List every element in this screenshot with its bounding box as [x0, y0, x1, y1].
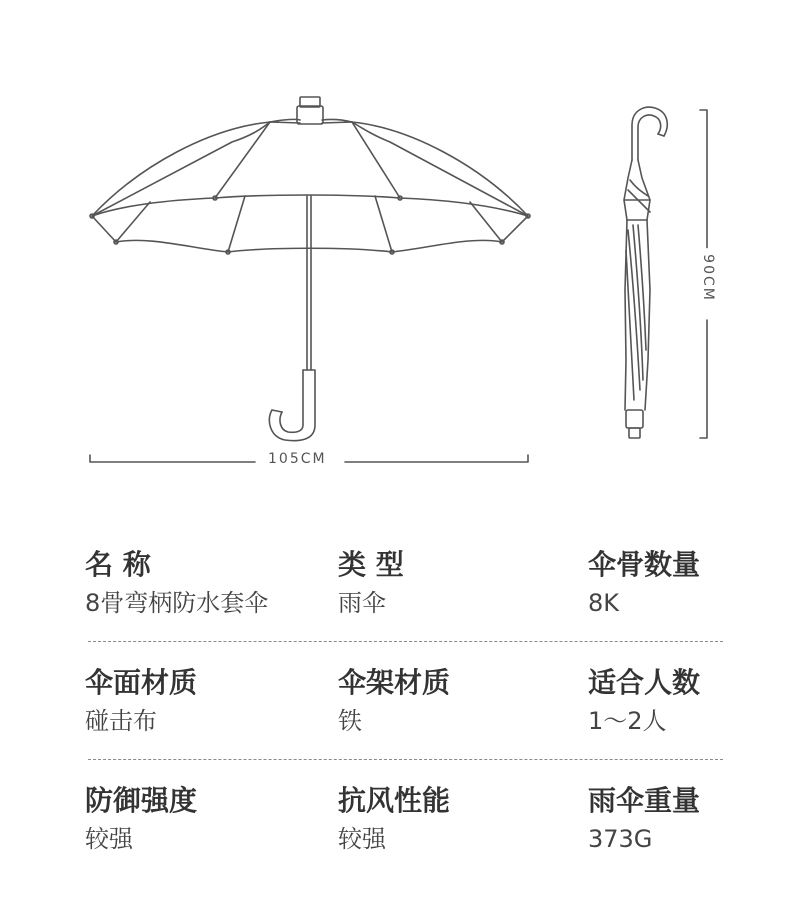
- spec-weight: [588, 784, 700, 854]
- spec-capacity: [588, 666, 700, 736]
- spec-label: 伞骨数量: [588, 548, 701, 581]
- spec-value: 铁: [338, 707, 362, 735]
- spec-label: 防御强度: [85, 784, 198, 817]
- spec-frame-material: [338, 666, 450, 736]
- spec-protection: [85, 784, 197, 854]
- spec-row: [85, 540, 725, 658]
- spec-rib-count: [588, 548, 700, 618]
- row-divider: [88, 641, 723, 642]
- spec-label: 雨伞重量: [588, 784, 701, 817]
- spec-row: [85, 658, 725, 776]
- spec-value: 8骨弯柄防水套伞: [85, 589, 269, 617]
- row-divider: [88, 759, 723, 760]
- spec-value: 1～2人: [588, 707, 667, 735]
- open-umbrella-icon: [90, 97, 530, 441]
- spec-label: 伞架材质: [338, 666, 451, 699]
- spec-label: 名 称: [85, 548, 151, 581]
- spec-value: 较强: [338, 825, 386, 853]
- spec-value: 373G: [588, 825, 653, 853]
- spec-value: 8K: [588, 589, 620, 617]
- spec-value: 雨伞: [338, 589, 386, 617]
- height-dimension-label: 90CM: [700, 248, 716, 308]
- spec-type: [338, 548, 404, 618]
- spec-row: [85, 776, 725, 894]
- width-dimension-label: 105CM: [262, 451, 333, 467]
- spec-value: 碰击布: [85, 707, 157, 735]
- spec-label: 适合人数: [588, 666, 701, 699]
- closed-umbrella-icon: [624, 107, 667, 438]
- spec-canopy-material: [85, 666, 197, 736]
- spec-label: 抗风性能: [338, 784, 451, 817]
- spec-wind-resistance: [338, 784, 450, 854]
- spec-value: 较强: [85, 825, 133, 853]
- spec-label: 类 型: [338, 548, 404, 581]
- spec-name: [85, 548, 268, 618]
- spec-label: 伞面材质: [85, 666, 198, 699]
- spec-table: [85, 540, 725, 894]
